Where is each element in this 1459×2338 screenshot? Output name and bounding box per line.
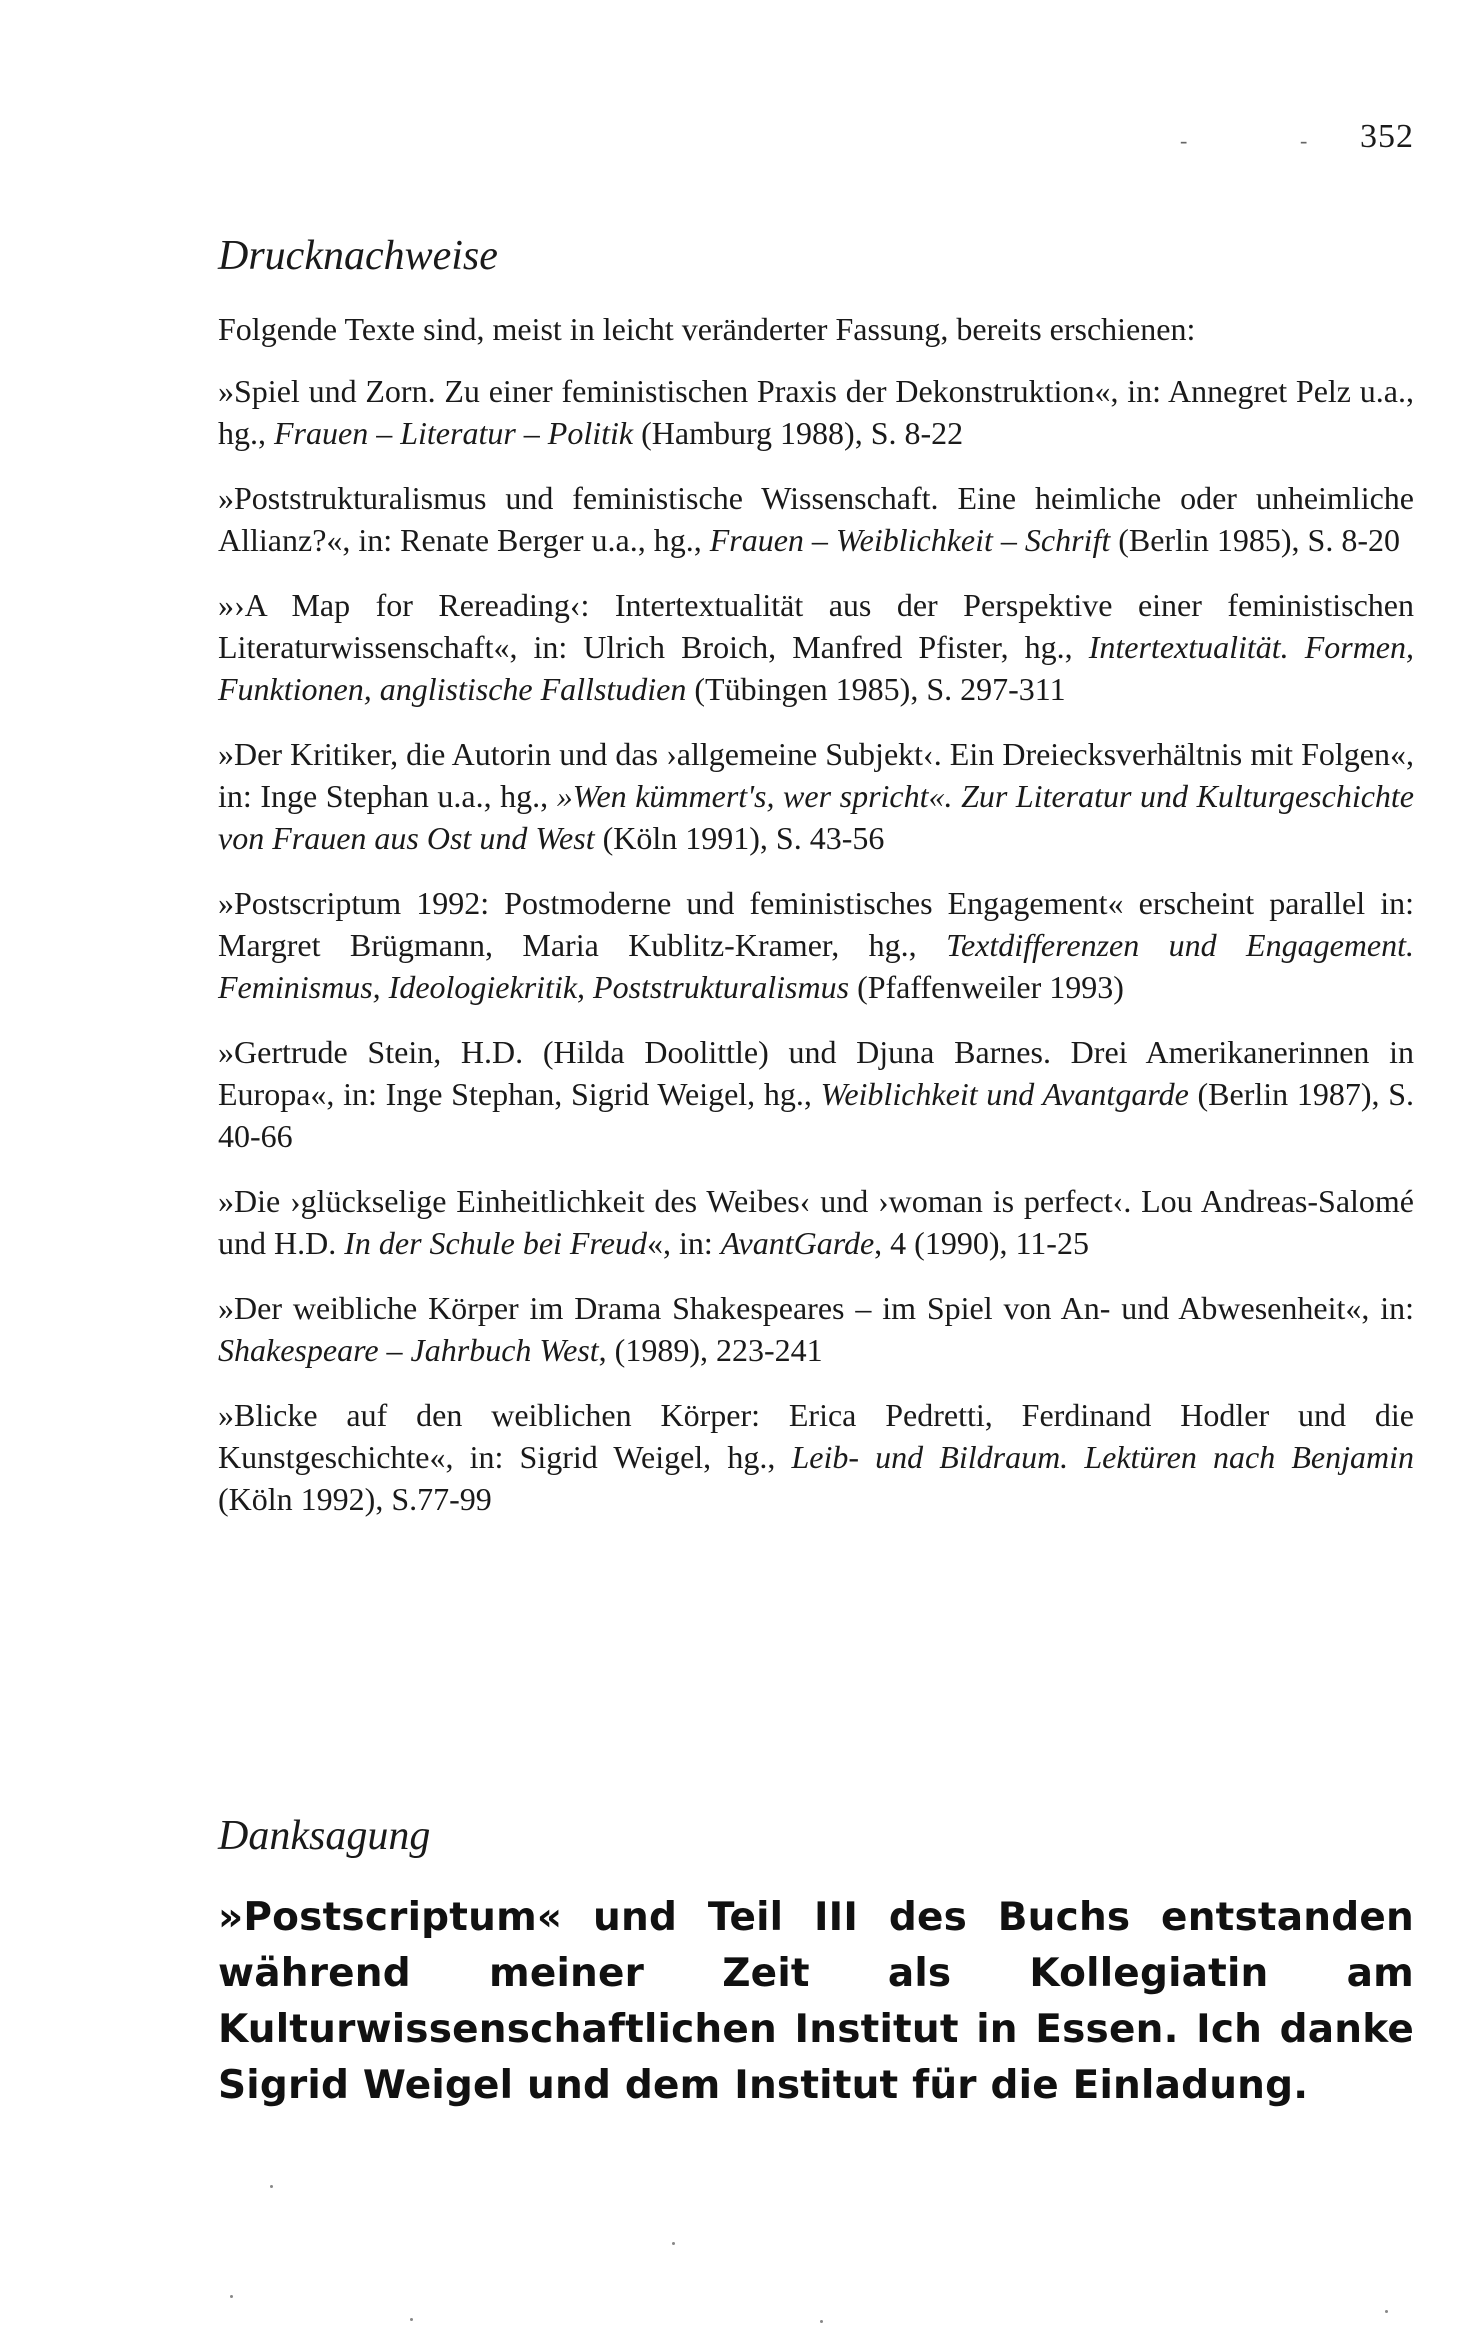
acknowledgement-text: »Postscriptum« und Teil III des Buchs entstanden während meiner Zeit als Kollegiatin am Kulturwissenschaftlichen Institut in Essen. Ich danke Sigrid Weigel und dem Institut für die Einladung.	[218, 1895, 1414, 2108]
print-credits-heading: Drucknachweise	[218, 233, 498, 279]
page-number: 352	[1360, 118, 1414, 155]
citation-entry: »Der weibliche Körper im Drama Shakespeares – im Spiel von An- und Abwesenheit«, in: Shakespeare – Jahrbuch West, (1989), 223-241	[218, 1290, 1414, 1368]
citation-entry: »›A Map for Rereading‹: Intertextualität aus der Perspektive einer feministischen Literaturwissenschaft«, in: Ulrich Broich, Manfred Pfister, hg., Intertextualität. Formen, Funktionen, anglistische Fallstudien (Tübingen 1985), S. 297-311	[218, 587, 1415, 707]
scan-speck	[1385, 2310, 1388, 2313]
citation-entry: »Gertrude Stein, H.D. (Hilda Doolittle) und Djuna Barnes. Drei Amerikanerinnen in Europa«, in: Inge Stephan, Sigrid Weigel, hg., Weiblichkeit und Avantgarde (Berlin 1987), S. 40-66	[218, 1034, 1415, 1154]
scan-speck	[230, 2295, 233, 2298]
citation-entry: »Postscriptum 1992: Postmoderne und feministisches Engagement« erscheint parallel in: Margret Brügmann, Maria Kublitz-Kramer, hg., Textdifferenzen und Engagement. Feminismus, Ideologiekritik, Poststrukturalismus (Pfaffenweiler 1993)	[218, 885, 1415, 1005]
acknowledgement-heading: Danksagung	[218, 1813, 431, 1859]
citation-entry: »Blicke auf den weiblichen Körper: Erica Pedretti, Ferdinand Hodler und die Kunstgeschichte«, in: Sigrid Weigel, hg., Leib- und Bildraum. Lektüren nach Benjamin (Köln 1992), S.77-99	[218, 1397, 1415, 1517]
scan-speck	[820, 2320, 823, 2323]
acknowledgement-section	[218, 1812, 1414, 2114]
scan-mark: -	[1180, 128, 1188, 153]
scan-speck	[270, 2185, 273, 2188]
scan-speck	[410, 2318, 413, 2321]
print-credits-section	[218, 232, 1414, 1543]
citation-entry: »Spiel und Zorn. Zu einer feministischen Praxis der Dekonstruktion«, in: Annegret Pelz u.a., hg., Frauen – Literatur – Politik (Hamburg 1988), S. 8-22	[218, 373, 1414, 451]
citation-entry: »Poststrukturalismus und feministische Wissenschaft. Eine heimliche oder unheimliche Allianz?«, in: Renate Berger u.a., hg., Frauen – Weiblichkeit – Schrift (Berlin 1985), S. 8-20	[218, 480, 1414, 558]
citation-entry: »Der Kritiker, die Autorin und das ›allgemeine Subjekt‹. Ein Dreiecksverhältnis mit Folgen«, in: Inge Stephan u.a., hg., »Wen kümmert's, wer spricht«. Zur Literatur und Kulturgeschichte von Frauen aus Ost und West (Köln 1991), S. 43-56	[218, 736, 1415, 856]
scan-mark: -	[1300, 128, 1308, 153]
citation-entry: »Die ›glückselige Einheitlichkeit des Weibes‹ und ›woman is perfect‹. Lou Andreas-Salomé und H.D. In der Schule bei Freud«, in: AvantGarde, 4 (1990), 11-25	[218, 1183, 1414, 1261]
print-credits-intro: Folgende Texte sind, meist in leicht veränderter Fassung, bereits erschienen:	[218, 311, 1196, 347]
scan-speck	[672, 2242, 675, 2245]
